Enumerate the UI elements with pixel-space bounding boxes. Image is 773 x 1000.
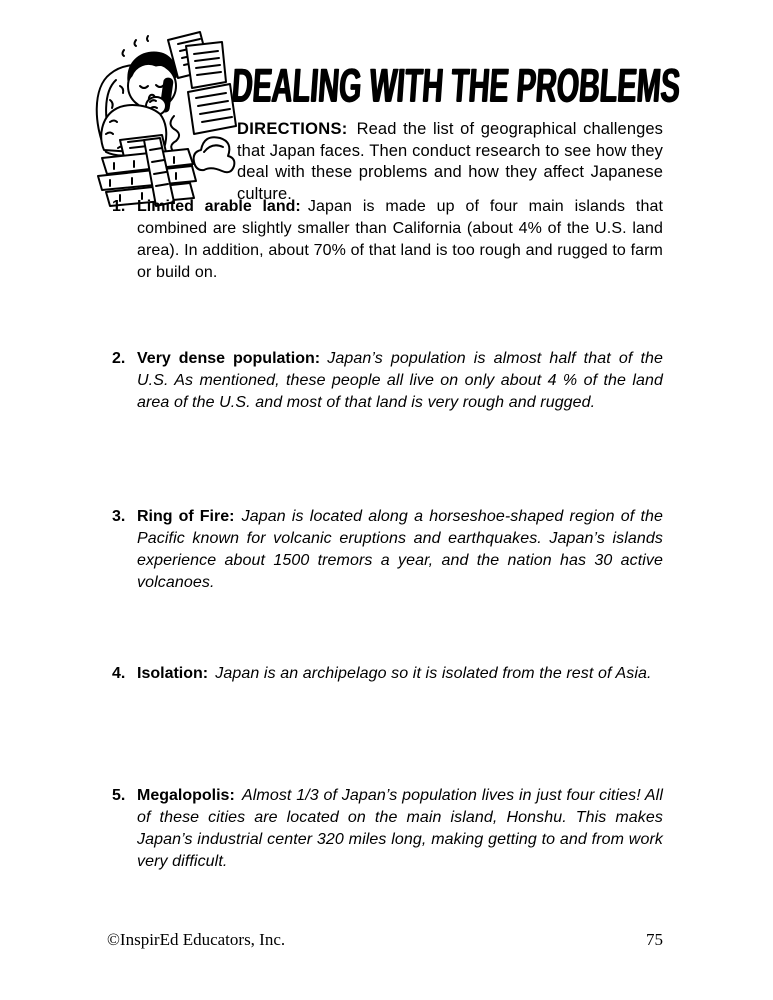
item-body: Almost 1/3 of Japan’s population lives in just four cities! All of these cities are located on the main island, Honshu. This makes Japan’s industrial center 320 miles long, making getting to and from work very difficult. [137, 787, 663, 870]
item-body: Japan’s population is almost half that of the U.S. As mentioned, these people all live on only about 4 % of the land area of the U.S. and most of that land is very rough and rugged. [137, 350, 663, 411]
phone-handset [194, 137, 235, 172]
item-number: 5. [112, 787, 126, 804]
sweat-drops [123, 36, 149, 56]
item-label: Very dense population: [137, 350, 321, 367]
item-label: Megalopolis: [137, 787, 235, 804]
directions-label: DIRECTIONS: [237, 120, 348, 138]
problem-item-limited-arable-land [112, 196, 663, 284]
problem-item-megalopolis [112, 785, 663, 873]
directions [237, 119, 663, 205]
page-number: 75 [646, 930, 663, 949]
stressed-person-phone-illustration [90, 30, 240, 224]
papers-stack [168, 32, 236, 134]
item-body: Japan is made up of four main islands that combined are slightly smaller than California (about 4% of the U.S. land area). In addition, about 70% of that land is too rough and rugged to farm or build on. [137, 198, 663, 281]
copyright-text: ©InspirEd Educators, Inc. [107, 930, 286, 949]
item-number: 4. [112, 665, 126, 682]
item-number: 3. [112, 508, 126, 525]
problem-item-isolation [112, 663, 663, 685]
item-number: 1. [112, 198, 126, 215]
item-label: Limited arable land: [137, 198, 301, 215]
item-label: Isolation: [137, 665, 209, 682]
problem-item-very-dense-population [112, 348, 663, 414]
page-title: DEALING WITH THE PROBLEMS [230, 58, 682, 113]
item-label: Ring of Fire: [137, 508, 235, 525]
item-body: Japan is located along a horseshoe-shaped region of the Pacific known for volcanic eruptions and earthquakes. Japan’s islands experience about 1500 tremors a year, and the nation has 30 active volcanoes. [137, 508, 664, 591]
problem-item-ring-of-fire [112, 506, 663, 594]
item-number: 2. [112, 350, 126, 367]
item-body: Japan is an archipelago so it is isolated from the rest of Asia. [215, 665, 652, 682]
directions-text: Read the list of geographical challenges that Japan faces. Then conduct research to see how they deal with these problems and how they affect Japanese culture. [237, 120, 663, 203]
